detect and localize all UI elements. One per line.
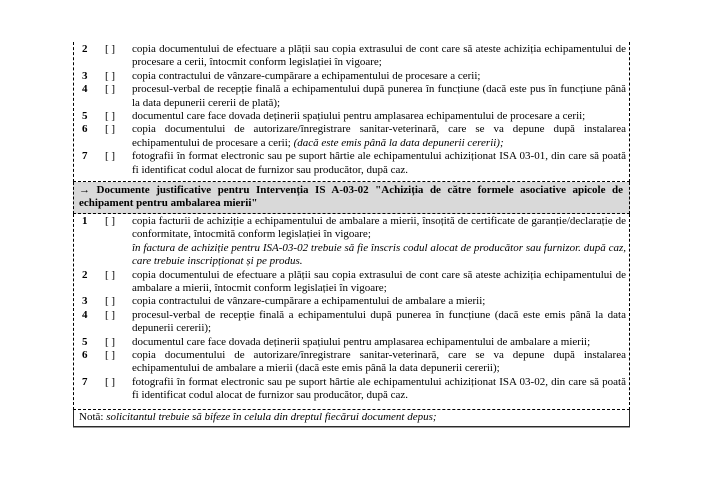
item-checkbox[interactable]: [ ] [105, 69, 116, 82]
item-text-segment: fotografii în format electronic sau pe suport hârtie ale echipamentului achiziționat ISA 03-01, din care să poată fi identificat codul alocat de furnizor sau producător, după caz. [132, 150, 626, 176]
checklist-row [74, 295, 629, 308]
item-number: 1 [82, 214, 88, 227]
item-text-segment: documentul care face dovada deținerii spațiului pentru amplasarea echipamentului de ambalare a mierii; [132, 335, 591, 348]
item-number: 3 [82, 295, 88, 308]
checklist-row [74, 123, 629, 150]
item-number: 2 [82, 43, 88, 55]
item-checkbox[interactable]: [ ] [105, 83, 116, 96]
checklist-row [74, 309, 629, 336]
item-text [132, 349, 629, 376]
note-row [73, 410, 630, 427]
item-text [132, 295, 629, 308]
checklist-row [74, 269, 629, 296]
item-number: 3 [82, 69, 88, 82]
item-text [132, 376, 629, 403]
item-text [132, 215, 629, 269]
item-text-segment: copia documentului de efectuare a plății sau copia extrasului de cont care să ateste achiziția echipamentului de ambalare a mierii, întocmit conform legislației în vigoare; [132, 268, 626, 294]
item-checkbox[interactable]: [ ] [105, 43, 116, 55]
checklist-row [74, 336, 629, 349]
item-checkbox[interactable]: [ ] [105, 335, 116, 348]
item-text [132, 110, 629, 123]
item-text-segment: fotografii în format electronic sau pe suport hârtie ale echipamentului achiziționat ISA 03-02, din care să poată fi identificat codul alocat de furnizor sau producător, după caz. [132, 375, 626, 402]
item-number: 4 [82, 83, 88, 96]
item-text [132, 70, 629, 83]
item-text [132, 43, 629, 70]
item-number: 4 [82, 308, 88, 321]
item-text [132, 309, 629, 336]
item-checkbox[interactable]: [ ] [105, 268, 116, 281]
item-text-segment: copia documentului de autorizare/înregistrare sanitar-veterinară, care se va depune după instalarea echipamentului de ambalare a mierii (dacă este emis până la data depunerii cererii); [132, 348, 626, 375]
item-number: 2 [82, 268, 88, 281]
intervention-header-text: → Documente justificative pentru Intervenția IS A-03-02 "Achiziția de către formele asociative apicole de echipament pentru ambalarea mierii" [79, 184, 623, 210]
checklist-row [74, 150, 629, 177]
checklist-section-procesare-cerii [73, 42, 630, 182]
item-text-segment: (dacă este emis până la data depunerii cererii); [293, 136, 504, 149]
item-text-segment: copia contractului de vânzare-cumpărare a echipamentului de procesare a cerii; [132, 69, 481, 82]
checklist-row [74, 43, 629, 70]
item-checkbox[interactable]: [ ] [105, 375, 116, 388]
item-text-segment: copia contractului de vânzare-cumpărare a echipamentului de ambalare a mierii; [132, 295, 486, 308]
item-number: 6 [82, 348, 88, 361]
note-label: Notă: [79, 410, 104, 423]
intervention-header [73, 182, 630, 214]
item-number: 6 [82, 123, 88, 136]
item-subnote: în factura de achiziție pentru ISA-03-02 trebuie să fie înscris codul alocat de producător sau furnizor. după caz, care trebuie inscripționat și pe produs. [132, 241, 626, 268]
item-checkbox[interactable]: [ ] [105, 123, 116, 136]
checklist-row [74, 83, 629, 110]
checklist-row [74, 376, 629, 403]
item-checkbox[interactable]: [ ] [105, 150, 116, 163]
item-text [132, 336, 629, 349]
checklist-section-ambalare-mierii [73, 214, 630, 410]
checklist-row [74, 70, 629, 83]
item-checkbox[interactable]: [ ] [105, 308, 116, 321]
item-text [132, 150, 629, 177]
item-number: 5 [82, 335, 88, 348]
item-checkbox[interactable]: [ ] [105, 214, 116, 227]
item-text-segment: procesul-verbal de recepție finală a echipamentului după punerea în funcțiune (dacă este pus în funcțiune până la data depunerii cererii de plată); [132, 83, 626, 109]
item-checkbox[interactable]: [ ] [105, 110, 116, 123]
item-text-segment: copia facturii de achiziție a echipamentului de ambalare a mierii, însoțită de certificate de garanție/declarație de conformitate, întocmită conform legislației în vigoare; [132, 214, 626, 241]
item-number: 7 [82, 150, 88, 163]
checklist-row [74, 110, 629, 123]
item-number: 5 [82, 110, 88, 123]
item-text-segment: copia documentului de efectuare a plății sau copia extrasului de cont care să ateste achiziția echipamentului de procesare a cerii, întocmit conform legislației în vigoare; [132, 43, 626, 69]
item-text [132, 269, 629, 296]
item-text [132, 123, 629, 150]
item-text-segment: procesul-verbal de recepție finală a echipamentului după punerea în funcțiune (dacă este emis până la data depunerii cererii); [132, 308, 626, 335]
checklist-row [74, 215, 629, 269]
item-checkbox[interactable]: [ ] [105, 295, 116, 308]
item-text-segment: documentul care face dovada deținerii spațiului pentru amplasarea echipamentului de procesare a cerii; [132, 110, 586, 123]
document-page [73, 42, 630, 427]
checklist-row [74, 349, 629, 376]
item-text [132, 83, 629, 110]
item-text-segment: copia documentului de autorizare/înregistrare sanitar-veterinară, care se va depune după instalarea echipamentului de procesare a cerii; [132, 123, 626, 149]
item-checkbox[interactable]: [ ] [105, 348, 116, 361]
note-text: solicitantul trebuie să bifeze în celula din dreptul fiecărui document depus; [106, 410, 437, 423]
item-number: 7 [82, 375, 88, 388]
